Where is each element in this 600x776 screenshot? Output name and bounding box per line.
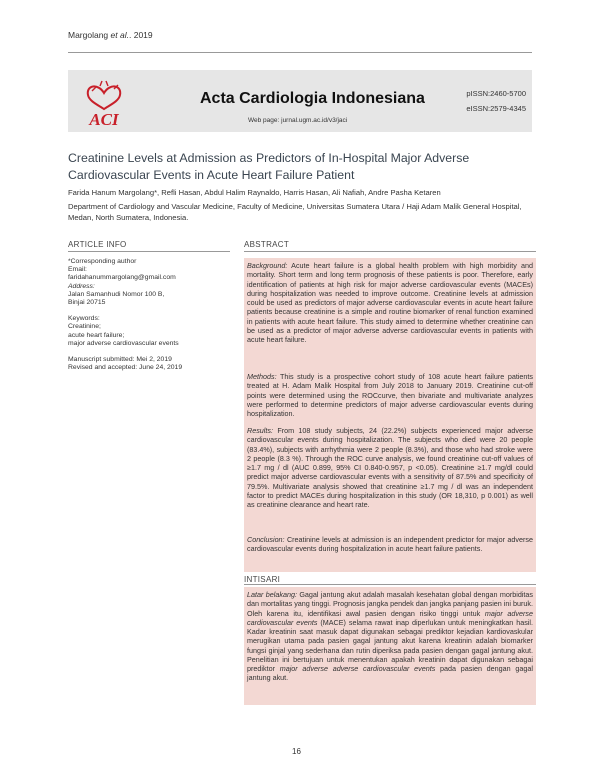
methods-label: Methods:: [247, 372, 277, 381]
intisari-italic-2: major adverse adverse cardiovascular events: [279, 664, 436, 673]
abstract-methods: [247, 372, 533, 418]
abstract-heading: ABSTRACT: [244, 240, 290, 249]
affiliation: Department of Cardiology and Vascular Medicine, Faculty of Medicine, Universitas Sumatera Utara / Haji Adam Malik General Hospital, Medan, North Sumatera, Indonesia.: [68, 202, 522, 222]
address-line-2: Binjai 20715: [68, 299, 106, 307]
abstract-conclusion: [247, 535, 533, 554]
results-text: From 108 study subjects, 24 (22.2%) subjects experienced major adverse cardiovascular events during hospitalization. The subjects who died were 20 people (83.4%), subjects with arrhythmia were 2 people (8.3%), and those who had stroke were 2 people (8.3 %). Through the ROC curve analysis, we found creatinine cut-off values of ≥1.7 mg / dl (AUC 0.899, 95% CI 0.840-0.957, p <0.05). Creatinine ≥1.7 mg/dl could predict major adverse cardiovascular events with a sensitivity of 87.5% and specificity of 79.5%. Multivariate analysis showed that creatinine ≥1.7 mg / dl was an independent factor to predict MACEs during hospitalization in this study (OR 18,310, p 0.001) as well as creatinine clearance and heart rate.: [247, 426, 533, 509]
intisari-italic-1: major adverse cardiovascular events: [247, 608, 533, 627]
revised-accepted: Revised and accepted: June 24, 2019: [68, 364, 183, 372]
journal-title: Acta Cardiologia Indonesiana: [200, 90, 425, 107]
article-info-heading: ARTICLE INFO: [68, 240, 127, 249]
intisari-text: [247, 590, 533, 683]
background-label: Background:: [247, 261, 288, 270]
journal-banner: [68, 70, 532, 132]
intisari-part-3: pada pasien dengan gagal jantung akut.: [247, 664, 533, 683]
header-rule: [68, 52, 532, 53]
keyword-3: major adverse cardiovascular events: [68, 339, 179, 347]
running-head-author: Margolang: [68, 30, 109, 40]
manuscript-submitted: Manuscript submitted: Mei 2, 2019: [68, 356, 172, 364]
abstract-box: [244, 258, 536, 572]
results-label: Results:: [247, 426, 273, 435]
email: faridahanummargolang@gmail.com: [68, 274, 176, 282]
eissn: eISSN:2579-4345: [466, 104, 526, 113]
issn-block: [466, 86, 526, 116]
conclusion-text: Creatinine levels at admission is an independent predictor for major adverse cardiovascular events during hospitalization in acute heart failure patients.: [247, 535, 533, 554]
article-info-rule: [68, 251, 230, 252]
running-head-etal: et al.: [110, 30, 129, 40]
email-label: Email:: [68, 266, 87, 274]
logo-text: ACI: [89, 110, 119, 129]
background-text: Acute heart failure is a global health problem with high morbidity and mortality. Short term and long term prognosis of these patients is poor. Therefore, early identification of patients at high risk for major adverse cardiovascular events (MACEs) during hospitalization was needed to improve outcome. Creatinine levels at admission could be used as predictors of major adverse cardiovascular events in acute heart failure patients because creatinine is a simple and routine biomarker of renal function examined in patients with acute heart failure. This study aimed to determine whether creatinine can be used as a predictor of major adverse adverse cardiovascular events in patients with acute heart failure.: [247, 261, 533, 344]
author-list: Farida Hanum Margolang*, Refli Hasan, Abdul Halim Raynaldo, Harris Hasan, Ali Nafiah, Andre Pasha Ketaren: [68, 188, 441, 197]
intisari-rule: [244, 584, 536, 585]
abstract-background: [247, 261, 533, 344]
keyword-1: Creatinine;: [68, 323, 101, 331]
keywords-label: Keywords:: [68, 315, 100, 323]
address-line-1: Jalan Samanhudi Nomor 100 B,: [68, 290, 165, 298]
article-info: [68, 258, 230, 372]
corresponding-author: *Corresponding author: [68, 258, 137, 265]
methods-text: This study is a prospective cohort study of 108 acute heart failure patients treated at H. Adam Malik Hospital from July 2018 to January 2019. Creatinine cut-off points were determined using the ROCcurve, then bivariate and multivariate analyzes were performed to determine predictors of major adverse cardiovascular events during hospitalization.: [247, 372, 533, 418]
intisari-part-1: Gagal jantung akut adalah masalah kesehatan global dengan morbiditas dan mortalitas yang tinggi. Prognosis jangka pendek dan jangka panjang pasien ini buruk. Oleh karena itu, identifikasi awal pasien dengan risiko tinggi untuk: [247, 590, 533, 618]
page-number: 16: [292, 747, 301, 756]
running-head: Margolang et al.. 2019: [68, 30, 153, 40]
pissn: pISSN:2460-5700: [466, 89, 526, 98]
intisari-part-2: (MACE) selama rawat inap diperlukan untuk meningkatkan hasil. Kadar kreatinin saat masuk dapat digunakan sebagai prediktor kejadian kardiovaskular merugikan utama pada pasien gagal jantung akut karena kreatinin adalah biomarker fungsi ginjal yang sederhana dan rutin diperiksa pada pasien dengan gagal jantung akut. Penelitian ini bertujuan untuk menentukan apakah kreatinin dapat digunakan sebagai prediktor: [247, 617, 534, 673]
intisari-box: [244, 587, 536, 705]
keyword-2: acute heart failure;: [68, 331, 125, 339]
abstract-results: [247, 426, 533, 509]
running-head-year: 2019: [133, 30, 153, 40]
abstract-rule: [244, 251, 536, 252]
intisari-heading: INTISARI: [244, 575, 281, 584]
journal-logo: [74, 75, 134, 129]
journal-web-page: Web page: jurnal.ugm.ac.id/v3/jaci: [248, 117, 348, 124]
article-title: Creatinine Levels at Admission as Predictors of In-Hospital Major Adverse Cardiovascular Events in Acute Heart Failure Patient: [68, 151, 470, 182]
address-label: Address:: [68, 282, 95, 290]
conclusion-label: Conclusion:: [247, 535, 285, 544]
latar-label: Latar belakang:: [247, 590, 297, 599]
